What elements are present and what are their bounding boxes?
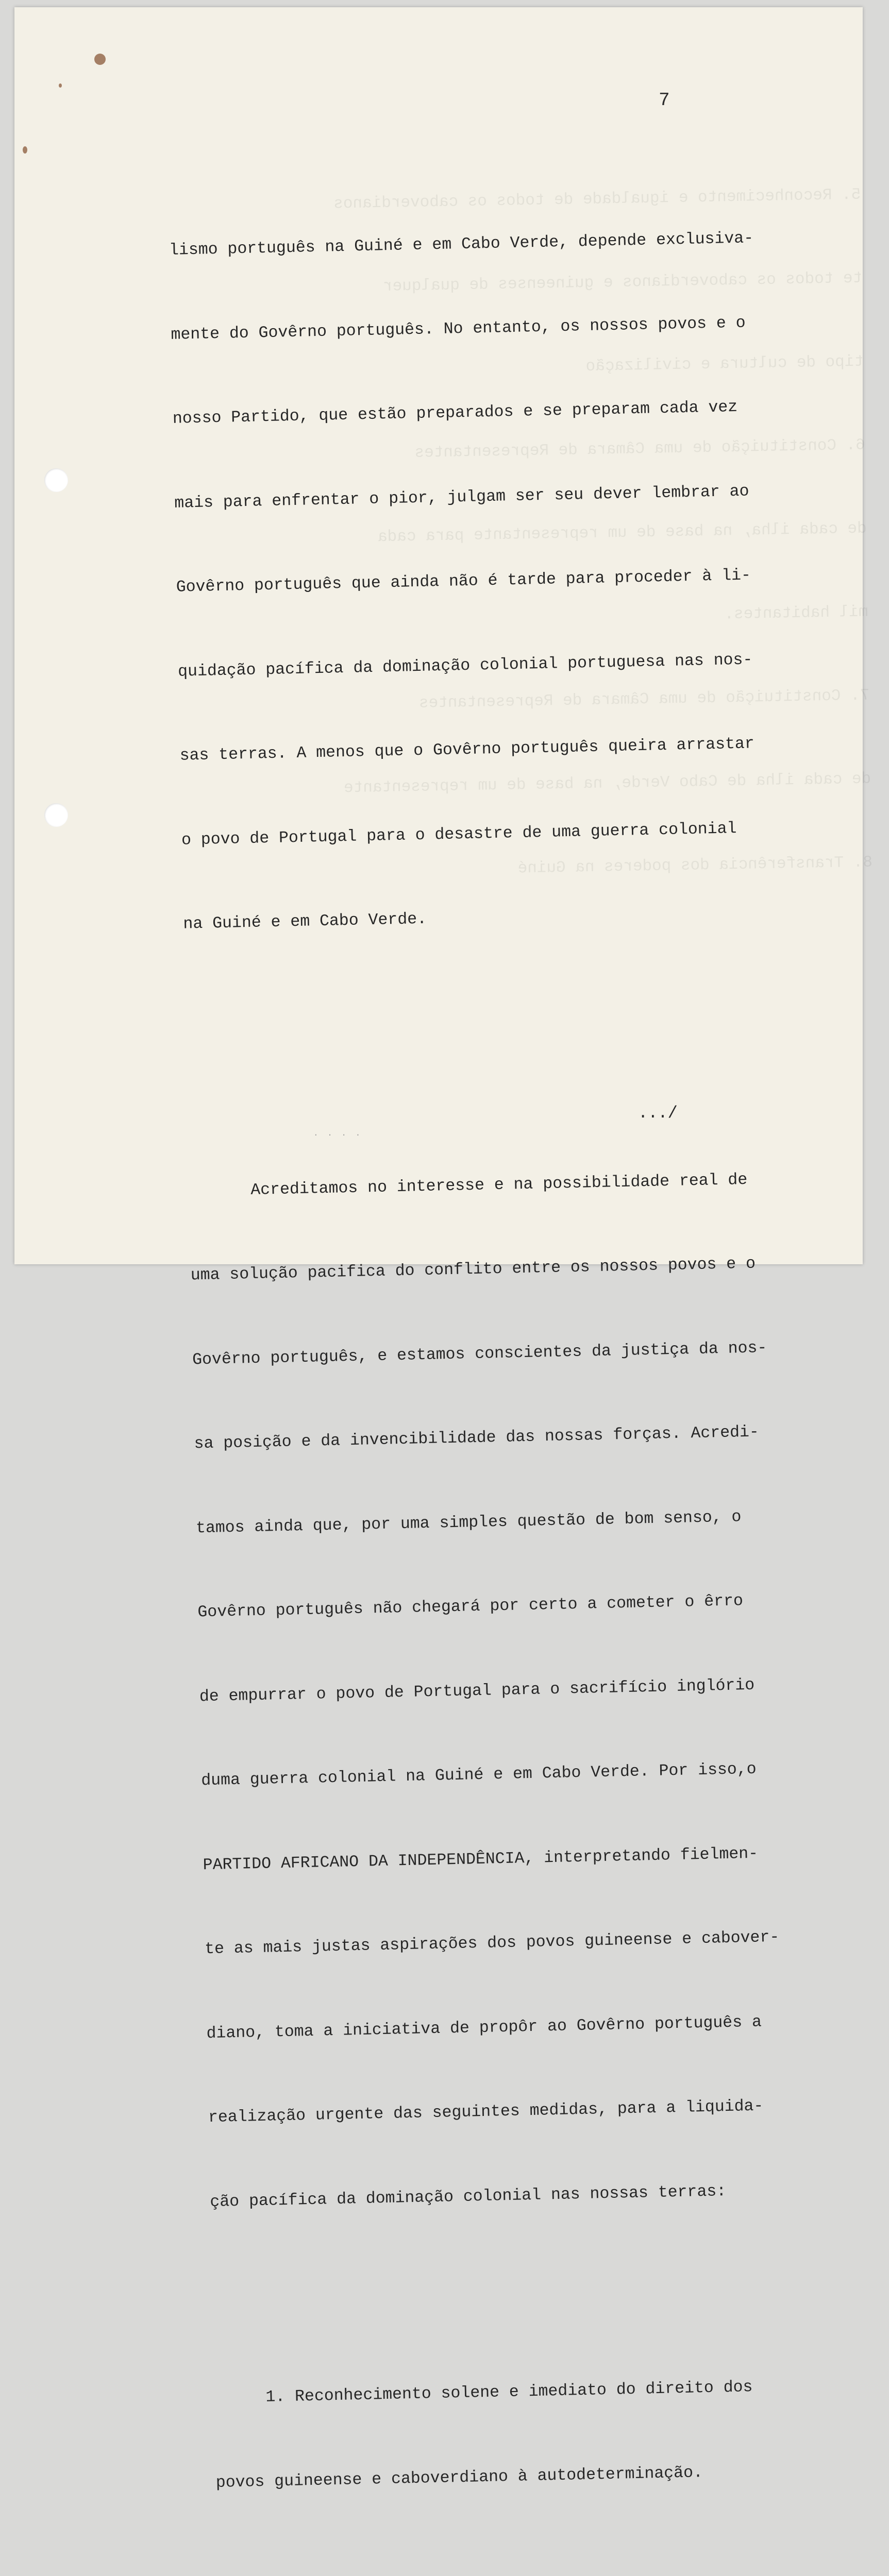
text-line: de empurrar o povo de Portugal para o sacrifício inglório: [199, 1676, 755, 1706]
rust-stain: [94, 54, 106, 65]
list-item: [213, 2315, 862, 2553]
text-line: mais para enfrentar o pior, julgam ser seu dever lembrar ao: [174, 482, 749, 513]
bleed-through-text: 5. Reconhecimento e igualdade de todos os caboverdianos te todos os caboverdianos e guineenses de qualquer tipo de cultura e civilização 6. Constituição de uma Câmara de Representantes de cada ilha, na base de um representante para cada mil habitantes. 7. Constituição de uma Câmara de Representantes de cada ilha de Cabo Verde, na base de um representante 8. Transferência dos poderes na Guiné: [333, 185, 873, 878]
text-line: sa posição e da invencibilidade das nossas forças. Acredi-: [194, 1423, 760, 1453]
typewritten-body: [166, 111, 889, 2576]
text-line: te as mais justas aspirações dos povos guineense e cabover-: [204, 1928, 780, 1959]
text-line: PARTIDO AFRICANO DA INDEPENDÊNCIA, interpretando fielmen-: [203, 1844, 759, 1874]
page-number: 7: [659, 90, 670, 111]
text-line: diano, toma a iniciativa de propôr ao Govêrno português a: [206, 2013, 762, 2043]
text-line: mente do Govêrno português. No entanto, os nossos povos e o: [171, 314, 746, 344]
document-page: [14, 7, 873, 2492]
paragraph: [167, 167, 829, 995]
continuation-mark: .../: [638, 1104, 678, 1123]
text-line: nosso Partido, que estão preparados e se preparam cada vez: [172, 398, 738, 428]
text-line: Acreditamos no interesse e na possibilidade real de: [250, 1171, 748, 1199]
punch-hole-bottom: [44, 803, 68, 827]
text-line: realização urgente das seguintes medidas, para a liquida-: [208, 2097, 764, 2127]
paragraph: [188, 1108, 856, 2273]
text-line: na Guiné e em Cabo Verde.: [183, 910, 427, 934]
text-line: Govêrno português não chegará por certo a cometer o êrro: [197, 1592, 744, 1622]
text-line: Govêrno português que ainda não é tarde para proceder à li-: [176, 566, 751, 597]
text-line: tamos ainda que, por uma simples questão de bom senso, o: [195, 1507, 742, 1537]
text-line: povos guineense e caboverdiano à autodeterminação.: [215, 2463, 703, 2492]
text-line: quidação pacífica da dominação colonial portuguesa nas nos-: [177, 650, 753, 681]
text-line: sas terras. A menos que o Govêrno português queira arrastar: [179, 735, 755, 765]
ink-speck: [23, 146, 27, 154]
text-line: lismo português na Guiné e em Cabo Verde, depende exclusiva-: [169, 229, 754, 260]
text-line: o povo de Portugal para o desastre de uma guerra colonial: [181, 819, 737, 850]
text-line: 1. Reconhecimento solene e imediato do direito dos: [265, 2378, 753, 2406]
punch-hole-top: [44, 468, 68, 492]
text-line: ção pacífica da dominação colonial nas nossas terras:: [210, 2182, 727, 2211]
text-line: duma guerra colonial na Guiné e em Cabo Verde. Por isso,o: [200, 1760, 757, 1790]
ink-speck: [59, 83, 62, 88]
stray-marks: · · · ·: [313, 1130, 363, 1140]
text-line: uma solução pacifica do conflito entre os nossos povos e o: [190, 1255, 756, 1285]
text-line: Govêrno português, e estamos conscientes da justiça da nos-: [192, 1338, 767, 1369]
